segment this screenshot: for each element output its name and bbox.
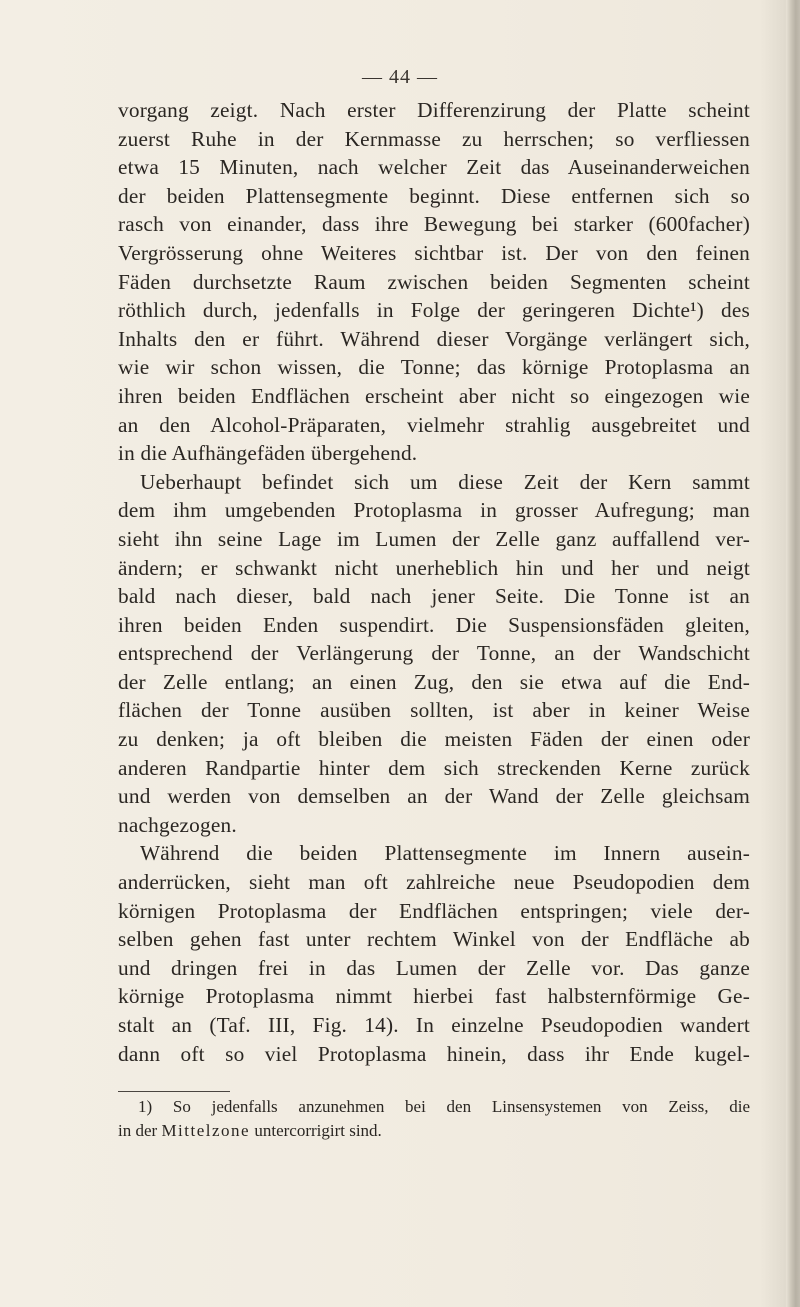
text-line: körnigen Protoplasma der Endflächen entspringen; viele der-: [118, 898, 750, 923]
text-line: und dringen frei in das Lumen der Zelle vor. Das ganze: [118, 955, 750, 980]
text-line: dem ihm umgebenden Protoplasma in grosser Aufregung; man: [118, 498, 750, 523]
text-line: und werden von demselben an der Wand der Zelle gleichsam: [118, 784, 750, 809]
text-line: ändern; er schwankt nicht unerheblich hin und her und neigt: [118, 555, 750, 580]
text-line: der beiden Plattensegmente beginnt. Diese entfernen sich so: [118, 183, 750, 208]
text-line: sieht ihn seine Lage im Lumen der Zelle ganz auffallend ver-: [118, 526, 750, 551]
text-line: nachgezogen.: [118, 812, 237, 837]
text-line: Inhalts den er führt. Während dieser Vorgänge verlängert sich,: [118, 326, 750, 351]
text-line: röthlich durch, jedenfalls in Folge der geringeren Dichte¹) des: [118, 298, 750, 323]
text-line: Während die beiden Plattensegmente im Innern ausein-: [140, 841, 750, 866]
footnote-emphasis: Mittelzone: [161, 1121, 251, 1140]
text-line: stalt an (Taf. III, Fig. 14). In einzelne Pseudopodien wandert: [118, 1013, 750, 1037]
text-line: wie wir schon wissen, die Tonne; das körnige Protoplasma an: [118, 355, 750, 380]
text-line: Ueberhaupt befindet sich um diese Zeit der Kern sammt: [140, 469, 750, 494]
footnote-line: [118, 1119, 750, 1143]
text-line: vorgang zeigt. Nach erster Differenzirung der Platte scheint: [118, 98, 750, 122]
text-line: rasch von einander, dass ihre Bewegung bei starker (600facher): [118, 212, 750, 237]
text-line: anderrücken, sieht man oft zahlreiche neue Pseudopodien dem: [118, 870, 750, 895]
text-line: anderen Randpartie hinter dem sich streckenden Kerne zurück: [118, 755, 750, 780]
text-line: dann oft so viel Protoplasma hinein, dass ihr Ende kugel-: [118, 1041, 750, 1066]
text-line: in die Aufhängefäden übergehend.: [118, 441, 418, 466]
text-line: körnige Protoplasma nimmt hierbei fast halbsternförmige Ge-: [118, 984, 750, 1009]
text-line: flächen der Tonne ausüben sollten, ist aber in keiner Weise: [118, 698, 750, 723]
footnote-divider: [118, 1091, 230, 1092]
text-line: zuerst Ruhe in der Kernmasse zu herrschen; so verfliessen: [118, 126, 750, 151]
footnote-text: in der: [118, 1121, 162, 1140]
footnote-line: 1) So jedenfalls anzunehmen bei den Linsensystemen von Zeiss, die: [138, 1097, 750, 1116]
text-line: der Zelle entlang; an einen Zug, den sie etwa auf die End-: [118, 669, 750, 694]
footnote-text: untercorrigirt sind.: [250, 1121, 382, 1140]
text-line: ihren beiden Endflächen erscheint aber nicht so eingezogen wie: [118, 383, 750, 408]
text-line: an den Alcohol-Präparaten, vielmehr strahlig ausgebreitet und: [118, 412, 750, 437]
text-line: bald nach dieser, bald nach jener Seite. Die Tonne ist an: [118, 584, 750, 609]
text-line: ihren beiden Enden suspendirt. Die Suspensionsfäden gleiten,: [118, 612, 750, 637]
page-number: — 44 —: [362, 66, 438, 88]
text-line: Vergrösserung ohne Weiteres sichtbar ist. Der von den feinen: [118, 240, 750, 265]
text-line: zu denken; ja oft bleiben die meisten Fäden der einen oder: [118, 727, 750, 752]
text-line: selben gehen fast unter rechtem Winkel von der Endfläche ab: [118, 927, 750, 952]
page-edge-shadow: [786, 0, 800, 1307]
text-line: entsprechend der Verlängerung der Tonne, an der Wandschicht: [118, 641, 750, 666]
text-line: etwa 15 Minuten, nach welcher Zeit das Auseinanderweichen: [118, 155, 750, 180]
text-line: Fäden durchsetzte Raum zwischen beiden Segmenten scheint: [118, 269, 750, 294]
footnote: [118, 1095, 750, 1143]
body-text: [118, 96, 750, 1068]
